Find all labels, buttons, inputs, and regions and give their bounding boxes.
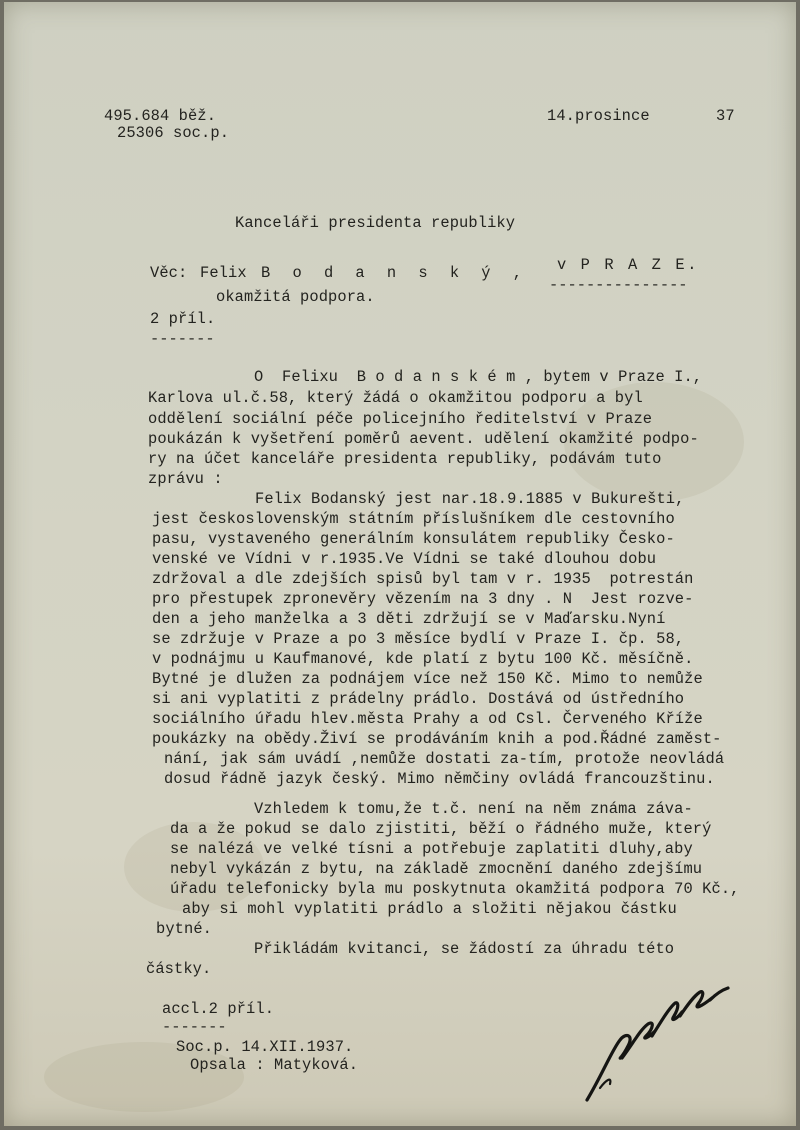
body-line: jest československým státním příslušníkem dle cestovního [152,510,675,528]
body-line: pasu, vystaveného generálním konsulátem republiky Česko- [152,530,675,548]
body-line: Karlova ul.č.58, který žádá o okamžitou podporu a byl [148,389,643,407]
handwritten-signature [582,980,732,1110]
body-line: v podnájmu u Kaufmanové, kde platí z bytu 100 Kč. měsíčně. [152,650,694,668]
body-line: aby si mohl vyplatiti prádlo a složiti nějakou částku [182,900,677,918]
place-underline: --------------- [549,276,688,294]
subject-line-2: okamžitá podpora. [216,288,375,306]
reference-number-2: 25306 soc.p. [117,124,230,142]
body-line: O Felixu B o d a n s k é m , bytem v Praze I., [254,368,703,386]
body-line: sociálního úřadu hlev.města Prahy a od Csl. Červeného Kříže [152,710,703,728]
body-line: da a že pokud se dalo zjistiti, běží o řádného muže, který [170,820,712,838]
footer-line-2: Opsala : Matyková. [190,1056,359,1074]
body-line: bytné. [156,920,213,938]
body-line: úřadu telefonicky byla mu poskytnuta okamžitá podpora 70 Kč., [170,880,740,898]
body-line: den a jeho manželka a 3 děti zdržují se v Maďarsku.Nyní [152,610,666,628]
subject-underline: ------- [150,330,215,348]
body-line: zdržoval a dle zdejších spisů byl tam v r. 1935 potrestán [152,570,694,588]
footer-line-1: Soc.p. 14.XII.1937. [176,1038,354,1056]
footer-underline: ------- [162,1018,227,1036]
year: 37 [716,107,735,125]
body-line: dosud řádně jazyk český. Mimo němčiny ovládá francouzštinu. [164,770,715,788]
body-line: si ani vyplatiti z prádelny prádlo. Dostává od ústředního [152,690,685,708]
body-line: Bytné je dlužen za podnájem více než 150 Kč. Mimo to nemůže [152,670,703,688]
body-line: Přikládám kvitanci, se žádostí za úhradu této [254,940,675,958]
body-line: oddělení sociální péče policejního ředitelství v Praze [148,410,653,428]
body-line: zprávu : [148,470,223,488]
body-line: ry na účet kanceláře presidenta republiky, podávám tuto [148,450,662,468]
body-line: poukázán k vyšetření poměrů aevent. udělení okamžité podpo- [148,430,699,448]
body-line: se nalézá ve velké tísni a potřebuje zaplatiti dluhy,aby [170,840,693,858]
enclosure-note: accl.2 příl. [162,1000,275,1018]
subject-first-name: Felix [200,264,247,282]
body-line: se zdržuje v Praze a po 3 měsíce bydlí v Praze I. čp. 58, [152,630,685,648]
body-line: nání, jak sám uvádí ,nemůže dostati za-tím, protože neovládá [164,750,725,768]
reference-number-1: 495.684 běž. [104,107,217,125]
body-line: nebyl vykázán z bytu, na základě zmocnění daného zdejšímu [170,860,703,878]
place: v P R A Z E. [557,256,700,274]
attachments-count: 2 příl. [150,310,216,328]
addressee: Kanceláři presidenta republiky [235,214,516,232]
body-line: pro přestupek zpronevěry vězením na 3 dny . N Jest rozve- [152,590,694,608]
date: 14.prosince [547,107,650,125]
body-line: Felix Bodanský jest nar.18.9.1885 v Bukurešti, [255,490,685,508]
subject-label: Věc: [150,264,188,282]
body-line: částky. [146,960,212,978]
body-line: poukázky na obědy.Živí se prodáváním knih a pod.Řádné zaměst- [152,730,722,748]
body-line: Vzhledem k tomu,že t.č. není na něm známa záva- [254,800,693,818]
document-page [4,2,796,1126]
subject-last-name: B o d a n s k ý , [261,264,529,282]
body-line: venské ve Vídni v r.1935.Ve Vídni se také dlouhou dobu [152,550,657,568]
